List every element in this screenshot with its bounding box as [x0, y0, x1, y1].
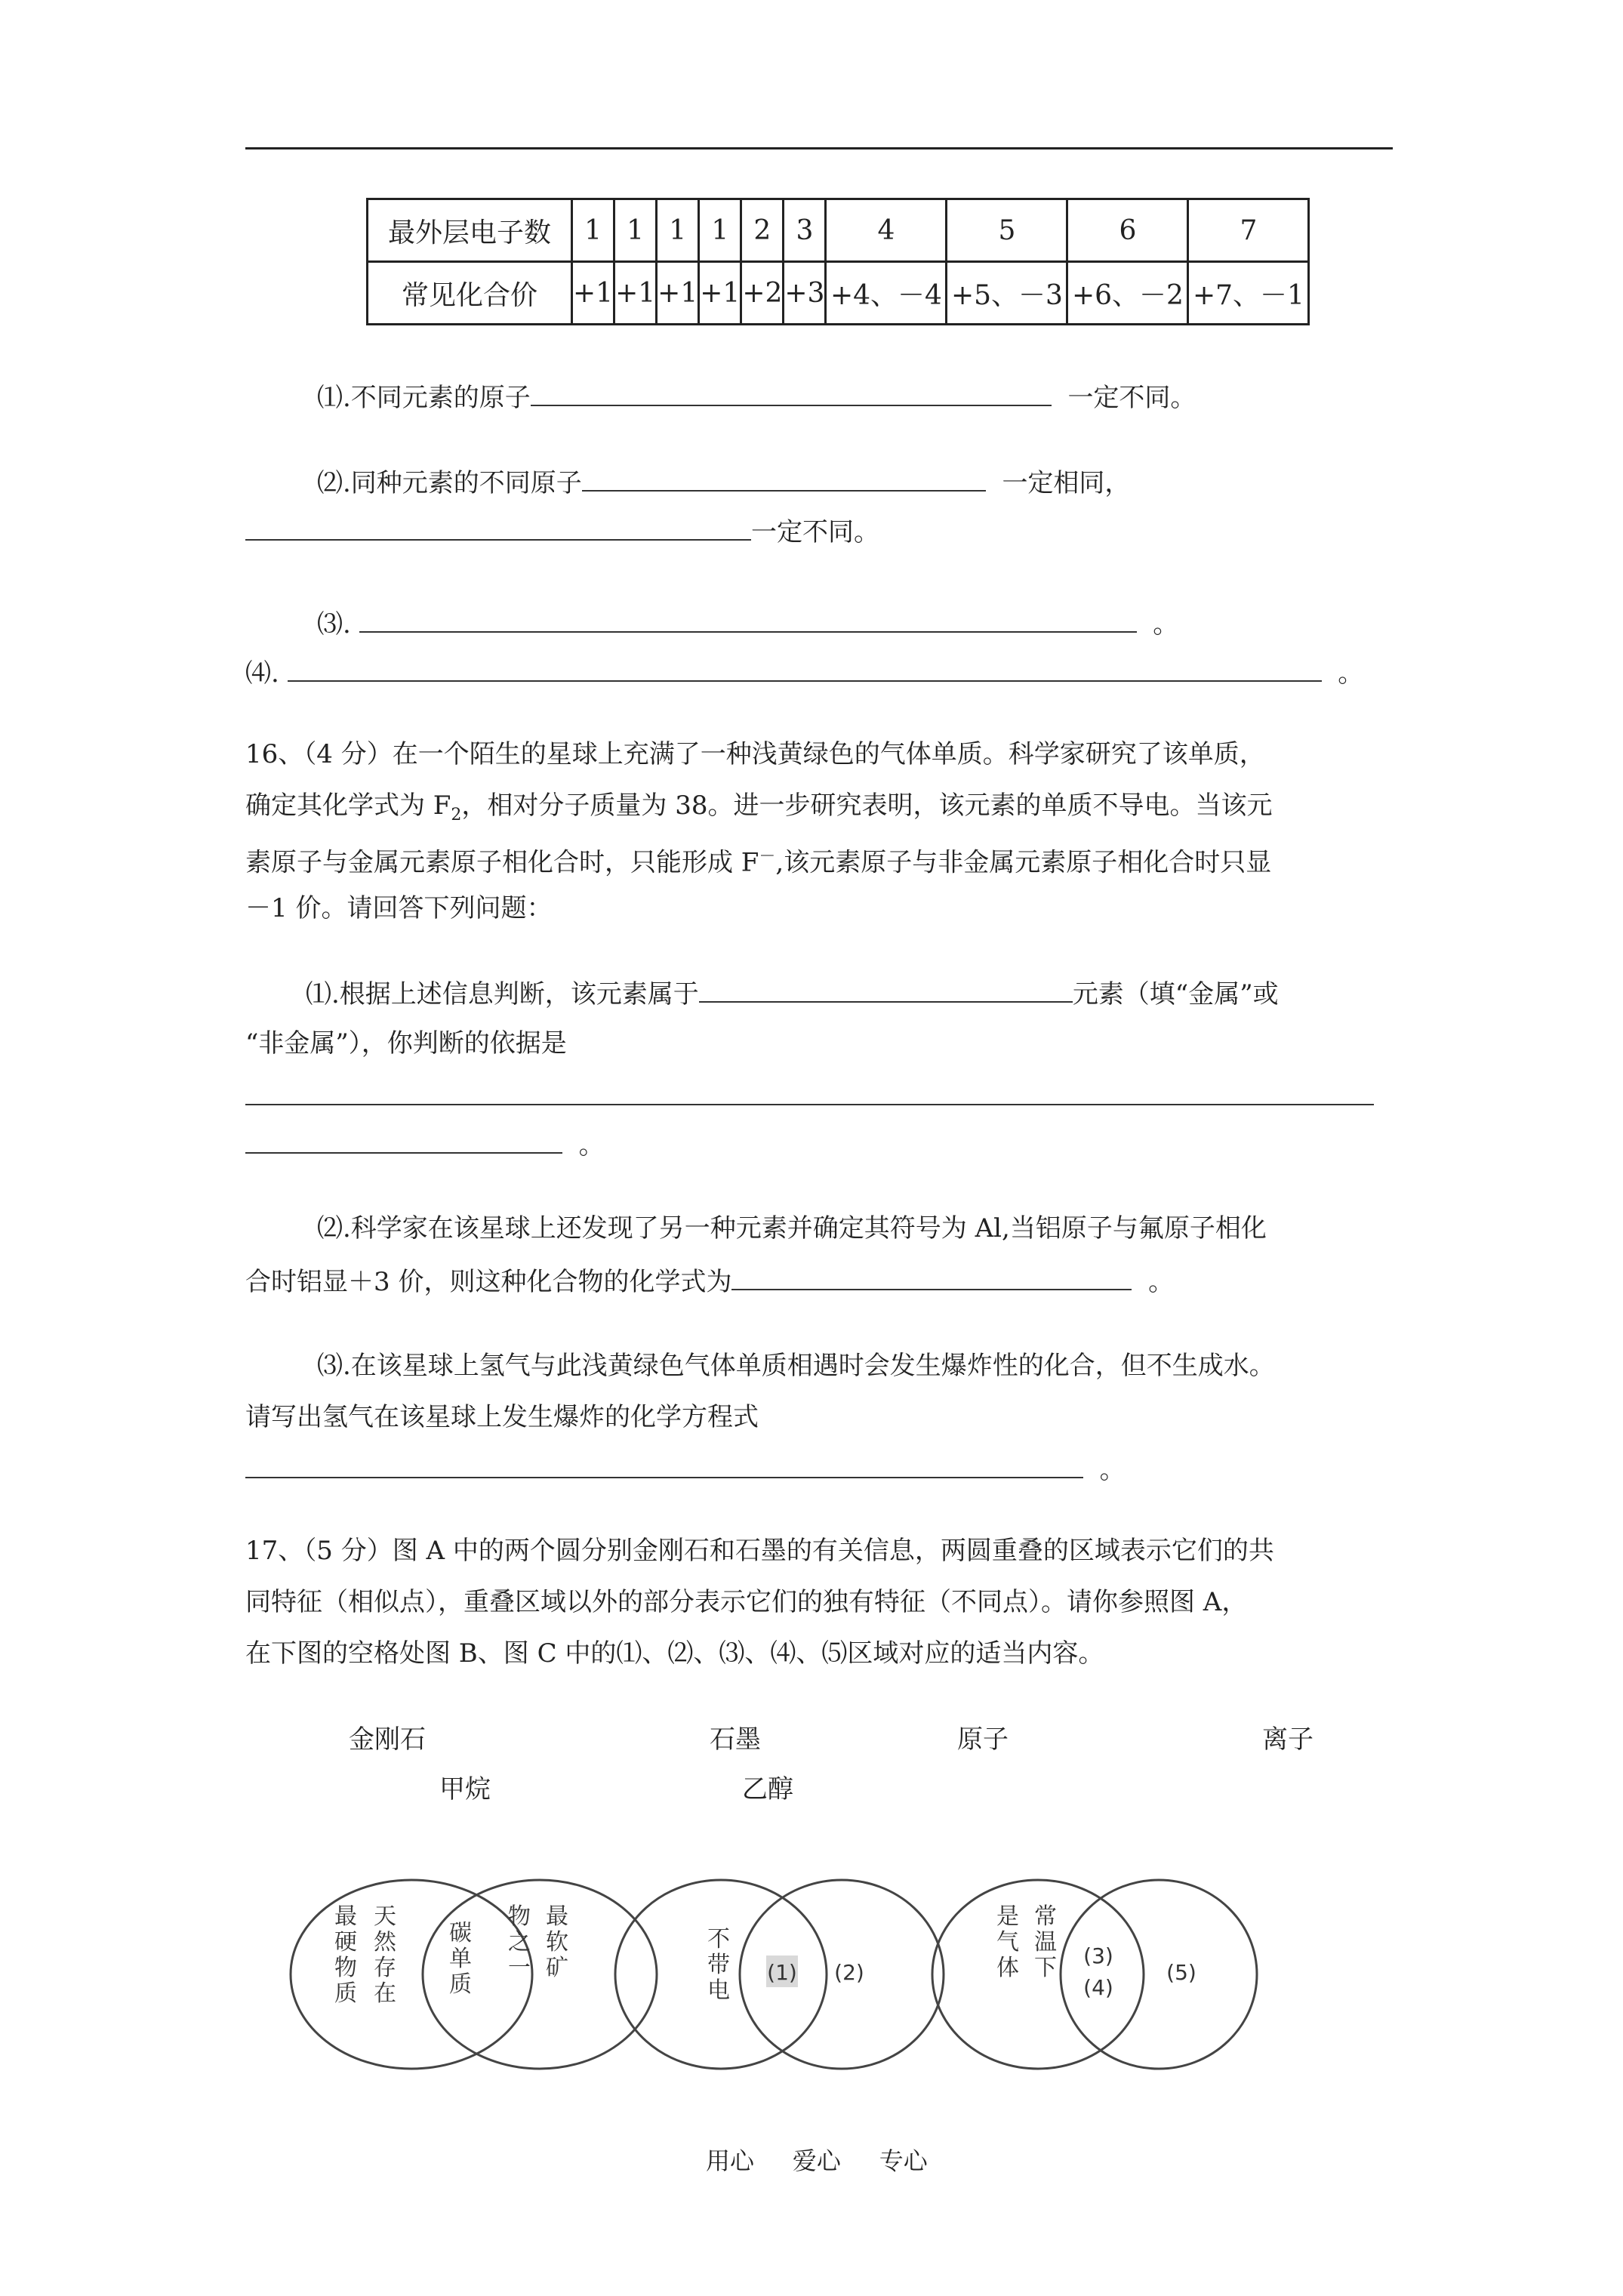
venn-c-right-label: (5)	[1166, 1960, 1196, 1985]
answer-blank[interactable]	[731, 1262, 1132, 1290]
q16-sub1-line2: “非金属”），你判断的依据是	[245, 1028, 567, 1059]
q16-sub1-suffix: 元素（填“金属”或	[1072, 979, 1279, 1009]
venn-b-left-char: 带	[707, 1952, 730, 1978]
venn-diagrams	[279, 1865, 1336, 2091]
q16-line3	[245, 839, 1271, 880]
q16-text: ，相对分子质量为 38。进一步研究表明，该元素的单质不导电。当该元	[461, 791, 1273, 821]
label-ethanol: 乙醇	[742, 1774, 793, 1804]
venn-a-right2-char: 最	[546, 1903, 568, 1930]
q15-part4	[245, 653, 1363, 692]
venn-c-left-char: 体	[996, 1955, 1019, 1981]
q16-text: 确定其化学式为 F	[245, 791, 451, 821]
q15-part3-prefix: ⑶.	[317, 609, 351, 639]
table-cell: +1	[614, 262, 657, 325]
venn-a-left2-char: 存	[374, 1955, 396, 1981]
venn-a-left-char: 物	[334, 1955, 357, 1981]
q17-line1: 17、（5 分）图 A 中的两个圆分别金刚石和石墨的有关信息，两圆重叠的区域表示它们的共	[245, 1536, 1274, 1566]
q17-line3: 在下图的空格处图 B、图 C 中的⑴、⑵、⑶、⑷、⑸区域对应的适当内容。	[245, 1638, 1104, 1669]
venn-svg	[279, 1865, 1336, 2091]
label-atom: 原子	[957, 1724, 1009, 1755]
answer-blank[interactable]	[359, 604, 1137, 633]
period: 。	[1148, 1267, 1175, 1297]
table-cell: +5、－3	[947, 262, 1067, 325]
q15-part2-suffix: 一定不同。	[751, 517, 879, 547]
q16-sub2-line1: ⑵.科学家在该星球上还发现了另一种元素并确定其符号为 Al,当铝原子与氟原子相化	[317, 1213, 1267, 1244]
table-cell: +1	[657, 262, 699, 325]
venn-a-left2-char: 然	[374, 1929, 396, 1955]
venn-c-right-circle	[1061, 1880, 1257, 2069]
q17-line2: 同特征（相似点），重叠区域以外的部分表示它们的独有特征（不同点）。请你参照图 A，	[245, 1587, 1248, 1617]
venn-c-left2-char: 下	[1034, 1955, 1057, 1981]
q15-part2-prefix: ⑵.同种元素的不同原子	[317, 468, 582, 498]
q16-line1: 16、（4 分）在一个陌生的星球上充满了一种浅黄绿色的气体单质。科学家研究了该单质，	[245, 739, 1265, 769]
q15-part3-suffix: 。	[1153, 609, 1179, 639]
venn-b-left-char: 不	[707, 1926, 730, 1952]
footer-a: 用心	[706, 2147, 755, 2175]
table-cell: +1	[572, 262, 614, 325]
venn-c-left2-char: 常	[1034, 1903, 1057, 1930]
q15-part2-line2	[245, 512, 879, 550]
table-cell: +4、－4	[826, 262, 947, 325]
venn-b-right-label: (2)	[834, 1960, 864, 1985]
venn-a-right2-char: 软	[546, 1929, 568, 1955]
table-cell: 4	[826, 199, 947, 262]
table-cell: +1	[699, 262, 741, 325]
footer-b: 爱心	[792, 2147, 841, 2175]
q16-line2	[245, 787, 1272, 834]
venn-a-right-char: 之	[508, 1929, 531, 1955]
q15-part2-mid: 一定相同，	[1002, 468, 1131, 498]
label-diamond: 金刚石	[349, 1724, 426, 1755]
q16-sub2-line2	[245, 1262, 1174, 1300]
table-cell: 3	[784, 199, 826, 262]
header-rule	[245, 147, 1393, 149]
valence-table	[366, 198, 1310, 325]
venn-a-right-char: 一	[508, 1955, 531, 1981]
q15-part4-prefix: ⑷.	[245, 658, 279, 689]
table-cell: 1	[614, 199, 657, 262]
subscript-2: 2	[451, 805, 462, 824]
q15-part1-prefix: ⑴.不同元素的原子	[317, 383, 531, 413]
table-cell: 7	[1188, 199, 1309, 262]
q16-sub1	[306, 974, 1279, 1012]
period: 。	[578, 1130, 605, 1160]
venn-c-left-char: 是	[996, 1903, 1019, 1930]
table-cell: 6	[1067, 199, 1188, 262]
q15-part1-suffix: 一定不同。	[1067, 383, 1196, 413]
venn-b-overlap-label: (1)	[767, 1960, 797, 1985]
superscript-minus: －	[759, 847, 776, 866]
period: 。	[1099, 1455, 1126, 1485]
q15-part2	[317, 463, 1130, 501]
q16-sub1-prefix: ⑴.根据上述信息判断，该元素属于	[306, 979, 699, 1009]
answer-blank[interactable]	[531, 378, 1052, 406]
q16-line4: －1 价。请回答下列问题：	[245, 893, 553, 923]
answer-blank-long[interactable]	[245, 1104, 1374, 1105]
venn-b-left-char: 电	[707, 1977, 730, 2004]
label-graphite: 石墨	[710, 1724, 761, 1755]
table-row-header: 最外层电子数	[368, 199, 572, 262]
venn-a-left-char: 硬	[334, 1929, 357, 1955]
venn-a-left-char: 质	[334, 1980, 357, 2007]
table-cell: 1	[657, 199, 699, 262]
label-ion: 离子	[1262, 1724, 1313, 1755]
venn-a-overlap-char: 单	[449, 1946, 472, 1972]
table-cell: 1	[699, 199, 741, 262]
venn-a-right2-char: 矿	[546, 1955, 568, 1981]
venn-a-overlap-char: 质	[449, 1971, 472, 1998]
venn-a-left2-char: 天	[374, 1903, 396, 1930]
table-row-valence	[368, 262, 1309, 325]
table-cell: +3	[784, 262, 826, 325]
q16-sub3-line3	[245, 1450, 1126, 1488]
answer-blank[interactable]	[582, 463, 986, 492]
venn-c-overlap-bottom-label: (4)	[1083, 1975, 1113, 2000]
answer-blank[interactable]	[245, 1125, 562, 1154]
venn-a-left2-char: 在	[374, 1980, 396, 2007]
footer	[706, 2143, 928, 2179]
footer-c: 专心	[879, 2147, 928, 2175]
table-row-electrons	[368, 199, 1309, 262]
table-cell: 2	[741, 199, 784, 262]
venn-c-overlap-top-label: (3)	[1083, 1943, 1113, 1968]
venn-a-overlap-char: 碳	[449, 1920, 472, 1946]
venn-c-left-char: 气	[996, 1929, 1019, 1955]
venn-a-right-char: 物	[508, 1903, 531, 1930]
q16-text: 素原子与金属元素原子相化合时，只能形成 F	[245, 847, 759, 878]
table-cell: +7、－1	[1188, 262, 1309, 325]
q16-sub3-line2: 请写出氢气在该星球上发生爆炸的化学方程式	[245, 1402, 759, 1432]
table-cell: 5	[947, 199, 1067, 262]
table-cell: 1	[572, 199, 614, 262]
table-cell: +2	[741, 262, 784, 325]
answer-blank[interactable]	[245, 512, 751, 541]
answer-blank[interactable]	[288, 653, 1322, 682]
q15-part1	[317, 378, 1196, 416]
venn-a-left-char: 最	[334, 1903, 357, 1930]
table-row-header: 常见化合价	[368, 262, 572, 325]
q16-text: ,该元素原子与非金属元素原子相化合时只显	[775, 847, 1272, 878]
answer-blank[interactable]	[699, 974, 1073, 1003]
q15-part4-suffix: 。	[1338, 658, 1364, 689]
q15-part3	[317, 604, 1178, 643]
answer-blank[interactable]	[245, 1450, 1083, 1478]
venn-c-left2-char: 温	[1034, 1929, 1057, 1955]
venn-a-left-circle	[291, 1880, 532, 2069]
q16-sub2-prefix: 合时铝显＋3 价，则这种化合物的化学式为	[245, 1267, 732, 1297]
table-cell: +6、－2	[1067, 262, 1188, 325]
label-methane: 甲烷	[439, 1774, 491, 1804]
q16-sub3-line1: ⑶.在该星球上氢气与此浅黄绿色气体单质相遇时会发生爆炸性的化合，但不生成水。	[317, 1351, 1275, 1381]
q16-sub1-line3	[245, 1125, 605, 1163]
